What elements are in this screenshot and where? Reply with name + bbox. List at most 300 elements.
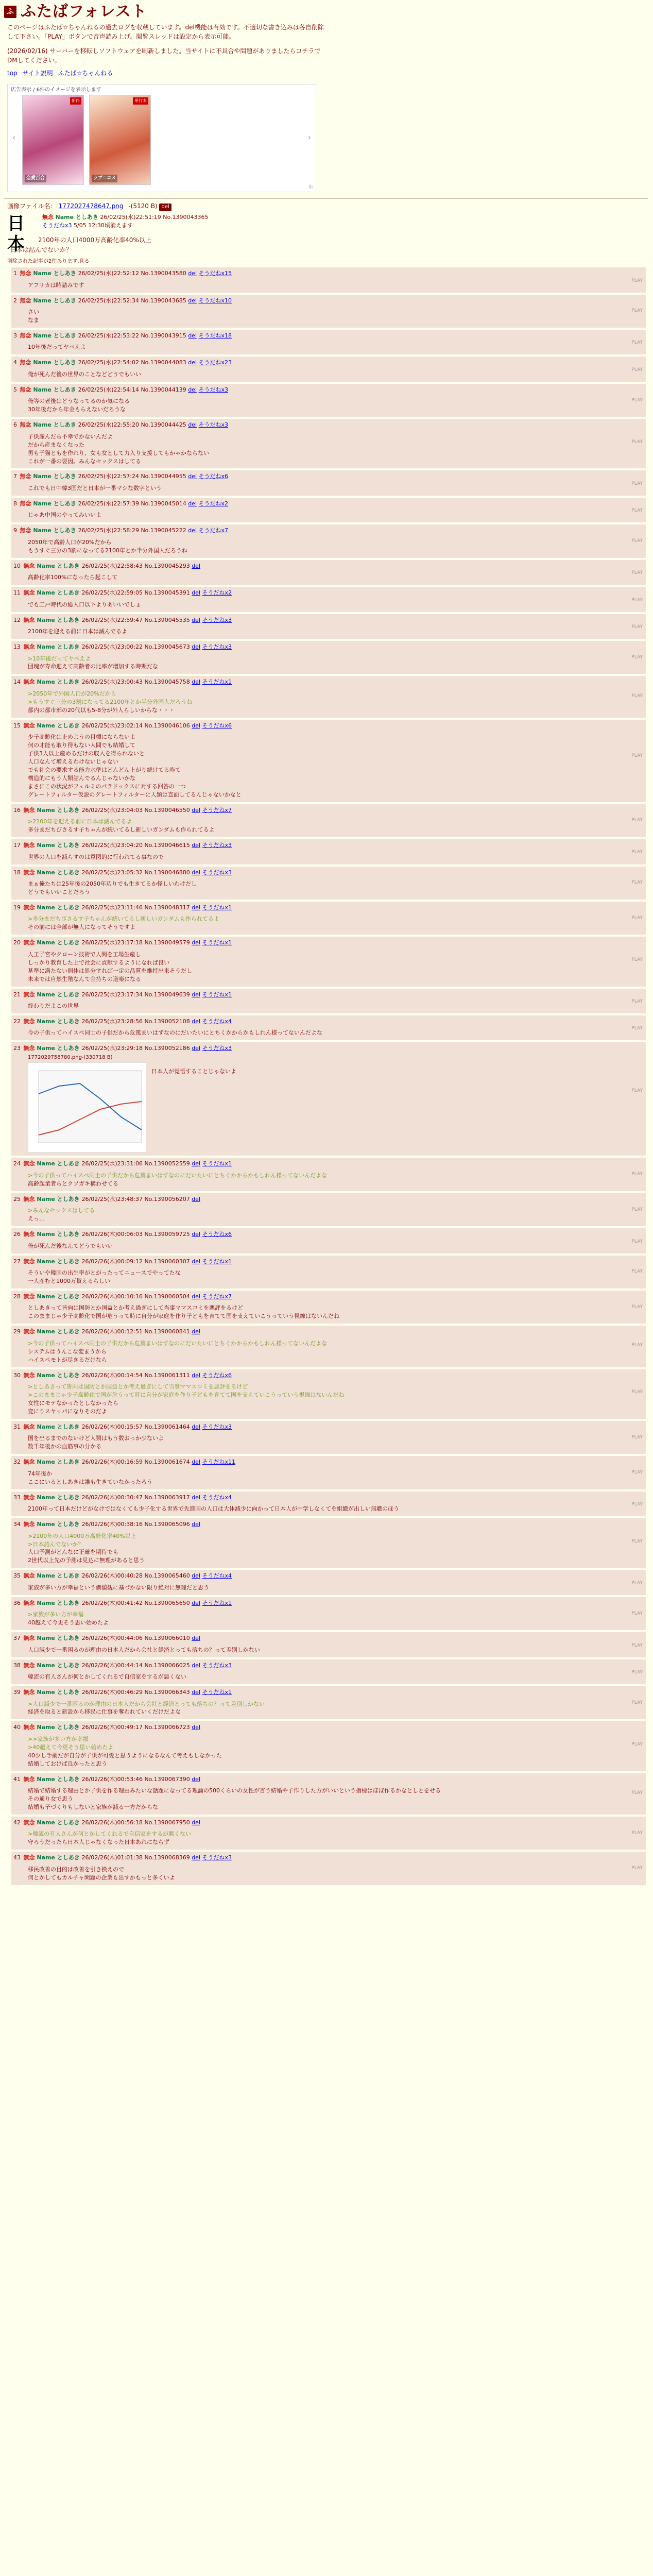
- reply-text-line: 少子高齢化は止めようの目標にならないよ: [28, 734, 135, 741]
- reply-del-link[interactable]: del: [192, 1258, 201, 1265]
- reply-play-icon[interactable]: PLAY: [631, 367, 643, 372]
- reply-del-link[interactable]: del: [192, 1662, 201, 1669]
- op-file-label: 画像ファイル名：: [7, 202, 57, 210]
- reply-subject: 無念: [23, 1328, 37, 1335]
- reply-number[interactable]: No.1390066723: [144, 1724, 192, 1731]
- reply-play-icon[interactable]: PLAY: [631, 1207, 643, 1212]
- reply-text-line: どうでもいいことだろう: [28, 888, 90, 895]
- reply-header: [13, 678, 642, 687]
- reply-play-icon[interactable]: PLAY: [631, 1790, 643, 1795]
- reply-play-icon[interactable]: PLAY: [631, 654, 643, 660]
- reply-del-link[interactable]: del: [192, 1231, 201, 1238]
- reply-text: [151, 1067, 236, 1153]
- reply-sodane-link[interactable]: そうだねx6: [202, 722, 232, 729]
- reply-name: Name としあき: [37, 589, 82, 597]
- reply-text: [28, 1434, 642, 1451]
- reply-number[interactable]: No.1390046880: [144, 869, 192, 876]
- reply-number[interactable]: No.1390067950: [144, 1819, 192, 1826]
- reply-subject: 無念: [23, 904, 37, 911]
- reply-quote-line: >2100年を迎える前に日本は滅んでるよ: [28, 818, 132, 825]
- reply-header: [13, 1688, 642, 1697]
- reply-datetime: 26/02/25(水)23:05:32: [81, 869, 145, 876]
- reply-name: Name としあき: [37, 904, 82, 911]
- reply-index: 10: [13, 562, 23, 569]
- reply-subject: 無念: [20, 297, 33, 304]
- reply-del-link[interactable]: del: [192, 991, 201, 998]
- reply-number[interactable]: No.1390061464: [144, 1423, 192, 1430]
- reply-number[interactable]: No.1390056207: [144, 1195, 192, 1202]
- ad-cover-2-label: ラブ♡コメ: [92, 175, 117, 182]
- op-sodane-link[interactable]: そうだねx3: [42, 222, 72, 229]
- reply-text: [28, 1830, 642, 1846]
- reply-header: [13, 589, 642, 598]
- reply-post: [11, 839, 646, 864]
- reply-text-line: 子供産んだら不幸でかないんだよ: [28, 433, 113, 440]
- reply-number[interactable]: No.1390061311: [144, 1371, 192, 1379]
- reply-del-link[interactable]: del: [192, 1293, 201, 1300]
- reply-number[interactable]: No.1390045391: [144, 589, 192, 597]
- reply-text-line: 一人産むと1000万貰えるらしい: [28, 1278, 110, 1285]
- reply-index: 13: [13, 643, 23, 651]
- reply-del-link[interactable]: del: [192, 1045, 201, 1052]
- reply-datetime: 26/02/25(水)22:58:43: [81, 562, 145, 569]
- reply-sodane-link[interactable]: そうだねx2: [198, 500, 229, 507]
- reply-subject: 無念: [23, 1231, 37, 1238]
- reply-text-line: 俺が死んだ後の世界のことなどどうでもいい: [28, 370, 141, 378]
- reply-number[interactable]: No.1390061674: [144, 1459, 192, 1466]
- reply-subject: 無念: [23, 1662, 37, 1669]
- reply-number[interactable]: No.1390044425: [141, 421, 188, 429]
- reply-play-icon[interactable]: PLAY: [631, 597, 643, 603]
- nav-links: [7, 69, 649, 78]
- reply-number[interactable]: No.1390046615: [144, 842, 192, 849]
- reply-name: Name としあき: [37, 1160, 82, 1167]
- reply-sodane-link[interactable]: そうだねx7: [202, 1293, 232, 1300]
- reply-header: [13, 722, 642, 731]
- reply-text-line: その前には全部が無人になってそうですよ: [28, 924, 135, 931]
- reply-play-icon[interactable]: PLAY: [631, 624, 643, 630]
- reply-number[interactable]: No.1390060841: [144, 1328, 192, 1335]
- reply-del-link[interactable]: del: [188, 297, 197, 304]
- reply-subject: 無念: [23, 1459, 37, 1466]
- reply-del-link[interactable]: del: [188, 332, 197, 339]
- reply-play-icon[interactable]: PLAY: [631, 1434, 643, 1440]
- reply-play-icon[interactable]: PLAY: [631, 308, 643, 314]
- reply-del-link[interactable]: del: [192, 562, 201, 569]
- reply-text-line: 2050年で高齢人口が20%だから: [28, 538, 112, 546]
- reply-number[interactable]: No.1390043580: [141, 270, 188, 277]
- reply-number[interactable]: No.1390065096: [144, 1521, 192, 1528]
- reply-sodane-link[interactable]: そうだねx6: [198, 473, 229, 480]
- reply-quote-line: >としあきって皆向は国防とか国益とか考え過ぎにして当事ママスコミを悪評をるけど: [28, 1383, 248, 1391]
- reply-sodane-link[interactable]: そうだねx3: [202, 1662, 232, 1669]
- reply-del-link[interactable]: del: [192, 679, 201, 686]
- reply-text-line: 日本人が覚悟することじゃないよ: [151, 1068, 236, 1075]
- reply-sodane-link[interactable]: そうだねx3: [198, 421, 229, 429]
- reply-text: [28, 1269, 642, 1285]
- reply-header: [13, 500, 642, 509]
- reply-header: [13, 1775, 642, 1784]
- reply-sodane-link[interactable]: そうだねx7: [198, 527, 229, 534]
- ad-cover-2[interactable]: [89, 95, 151, 185]
- reply-sodane-link[interactable]: そうだねx3: [202, 869, 232, 876]
- reply-play-icon[interactable]: PLAY: [631, 1741, 643, 1747]
- reply-name: Name としあき: [37, 1328, 82, 1335]
- reply-del-link[interactable]: del: [192, 1160, 201, 1167]
- reply-datetime: 26/02/26(木)01:01:38: [81, 1854, 145, 1861]
- reply-text: [28, 343, 642, 351]
- reply-text-line: 都内の都市部の20代以も5-8分が外人らしいからな・・・: [28, 706, 175, 714]
- op-thumbnail[interactable]: 日本: [7, 213, 25, 255]
- reply-datetime: 26/02/26(木)00:40:28: [81, 1572, 145, 1580]
- reply-number[interactable]: No.1390067390: [144, 1775, 192, 1783]
- reply-play-icon[interactable]: PLAY: [631, 538, 643, 544]
- deleted-notice[interactable]: 削除された記事が2件あります.見る: [7, 258, 90, 264]
- reply-play-icon[interactable]: PLAY: [631, 693, 643, 699]
- reply-sodane-link[interactable]: そうだねx6: [202, 1371, 232, 1379]
- reply-text: [28, 1646, 642, 1654]
- reply-del-link[interactable]: del: [192, 1195, 201, 1202]
- reply-post: [11, 357, 646, 381]
- reply-datetime: 26/02/25(水)23:02:14: [81, 722, 145, 729]
- reply-play-icon[interactable]: PLAY: [631, 818, 643, 823]
- reply-play-icon[interactable]: PLAY: [631, 570, 643, 576]
- reply-number[interactable]: No.1390044139: [141, 386, 188, 393]
- reply-subject: 無念: [20, 527, 33, 534]
- reply-post: [11, 902, 646, 935]
- reply-play-icon[interactable]: PLAY: [631, 957, 643, 962]
- reply-subject: 無念: [23, 842, 37, 849]
- reply-del-link[interactable]: del: [192, 1572, 201, 1580]
- reply-number[interactable]: No.1390060307: [144, 1258, 192, 1265]
- reply-sodane-link[interactable]: そうだねx3: [202, 1854, 232, 1861]
- reply-play-icon[interactable]: PLAY: [631, 439, 643, 445]
- reply-play-icon[interactable]: PLAY: [631, 1669, 643, 1675]
- reply-del-link[interactable]: del: [192, 1819, 201, 1826]
- reply-header: [13, 991, 642, 999]
- reply-number[interactable]: No.1390048317: [144, 904, 192, 911]
- reply-play-icon[interactable]: PLAY: [631, 1389, 643, 1395]
- reply-play-icon[interactable]: PLAY: [631, 1088, 643, 1094]
- reply-sodane-link[interactable]: そうだねx3: [198, 386, 229, 393]
- reply-number[interactable]: No.1390045535: [144, 616, 192, 623]
- reply-del-link[interactable]: del: [192, 722, 201, 729]
- reply-text-line: その通り女で思う: [28, 1795, 73, 1803]
- reply-datetime: 26/02/26(木)00:44:14: [81, 1662, 145, 1669]
- reply-del-link[interactable]: del: [192, 869, 201, 876]
- reply-sodane-link[interactable]: そうだねx2: [202, 589, 232, 597]
- reply-name: Name としあき: [37, 1662, 82, 1669]
- reply-text: [28, 1673, 642, 1681]
- reply-text-line: 人口なんて増えるわけないじゃない: [28, 758, 118, 766]
- reply-text: [28, 484, 642, 493]
- reply-del-link[interactable]: del: [192, 1494, 201, 1501]
- reply-sodane-link[interactable]: そうだねx23: [198, 359, 232, 366]
- reply-sodane-link[interactable]: そうだねx1: [202, 991, 232, 998]
- reply-text: [28, 1787, 642, 1811]
- reply-play-icon[interactable]: PLAY: [631, 1866, 643, 1871]
- reply-del-link[interactable]: del: [188, 270, 197, 277]
- reply-text: [28, 397, 642, 414]
- reply-play-icon[interactable]: PLAY: [631, 1343, 643, 1348]
- reply-sodane-link[interactable]: そうだねx4: [202, 1572, 232, 1580]
- reply-number[interactable]: No.1390065460: [144, 1572, 192, 1580]
- reply-play-icon[interactable]: PLAY: [631, 880, 643, 886]
- reply-number[interactable]: No.1390043685: [141, 297, 188, 304]
- reply-del-link[interactable]: del: [192, 616, 201, 623]
- reply-post: [11, 1228, 646, 1253]
- reply-number[interactable]: No.1390059725: [144, 1231, 192, 1238]
- reply-sodane-link[interactable]: そうだねx4: [202, 1018, 232, 1025]
- reply-del-link[interactable]: del: [192, 1423, 201, 1430]
- reply-number[interactable]: No.1390045293: [144, 562, 192, 569]
- nav-futaba-link[interactable]: ふたば☆ちゃんねる: [58, 70, 113, 77]
- reply-play-icon[interactable]: PLAY: [631, 1642, 643, 1648]
- nav-sitemap-link[interactable]: サイト説明: [22, 70, 53, 77]
- reply-number[interactable]: No.1390066010: [144, 1635, 192, 1642]
- reply-play-icon[interactable]: PLAY: [631, 278, 643, 283]
- reply-datetime: 26/02/25(水)23:29:18: [81, 1045, 145, 1052]
- reply-text-line: 30年後だから年金もらえないだろうな: [28, 406, 126, 413]
- reply-del-link[interactable]: del: [192, 1599, 201, 1606]
- reply-index: 20: [13, 939, 23, 946]
- ad-cover-1[interactable]: [22, 95, 84, 185]
- reply-number[interactable]: No.1390046550: [144, 806, 192, 814]
- reply-play-icon[interactable]: PLAY: [631, 915, 643, 921]
- reply-text-line: なま: [28, 317, 39, 324]
- reply-index: 11: [13, 589, 23, 597]
- reply-del-link[interactable]: del: [192, 806, 201, 814]
- reply-number[interactable]: No.1390065650: [144, 1599, 192, 1606]
- reply-datetime: 26/02/25(水)23:04:03: [81, 806, 145, 814]
- reply-sodane-link[interactable]: そうだねx1: [202, 1258, 232, 1265]
- reply-del-link[interactable]: del: [192, 1521, 201, 1528]
- reply-number[interactable]: No.1390045758: [144, 679, 192, 686]
- reply-datetime: 26/02/25(水)23:11:46: [81, 904, 145, 911]
- reply-play-icon[interactable]: PLAY: [631, 1172, 643, 1177]
- reply-post: [11, 1632, 646, 1657]
- reply-text: [28, 1002, 642, 1010]
- reply-file-link[interactable]: 1772029758780.png-(330718 B): [28, 1054, 113, 1060]
- reply-text: [28, 1866, 642, 1882]
- reply-sodane-link[interactable]: そうだねx1: [202, 1599, 232, 1606]
- reply-post: [11, 1773, 646, 1815]
- ad-next-icon[interactable]: ›: [307, 132, 312, 143]
- reply-subject: 無念: [23, 1494, 37, 1501]
- reply-datetime: 26/02/25(水)22:55:20: [78, 421, 141, 429]
- reply-sodane-link[interactable]: そうだねx10: [198, 297, 232, 304]
- reply-number[interactable]: No.1390045014: [141, 500, 188, 507]
- reply-name: Name としあき: [37, 1854, 82, 1861]
- reply-name: Name としあき: [37, 616, 82, 623]
- reply-play-icon[interactable]: PLAY: [631, 753, 643, 758]
- reply-number[interactable]: No.1390049639: [144, 991, 192, 998]
- reply-post: [11, 1291, 646, 1324]
- reply-number[interactable]: No.1390044083: [141, 359, 188, 366]
- reply-del-link[interactable]: del: [192, 1775, 201, 1783]
- reply-sodane-link[interactable]: そうだねx3: [202, 643, 232, 651]
- reply-text-line: 男も子猫ともを作れり、女も女として力入り支援してもかゃかならない: [28, 449, 209, 456]
- reply-number[interactable]: No.1390063917: [144, 1494, 192, 1501]
- reply-text-line: 何の才能も取り得もない人間でも結婚して: [28, 742, 135, 749]
- reply-subject: 無念: [23, 1293, 37, 1300]
- reply-del-link[interactable]: del: [192, 904, 201, 911]
- reply-index: 2: [13, 297, 19, 304]
- reply-index: 6: [13, 421, 19, 429]
- reply-del-link[interactable]: del: [192, 842, 201, 849]
- site-title[interactable]: ふたばフォレスト: [21, 3, 147, 21]
- reply-text: [28, 1383, 642, 1416]
- reply-play-icon[interactable]: PLAY: [631, 1580, 643, 1586]
- reply-header: [13, 1371, 642, 1380]
- reply-sodane-link[interactable]: そうだねx6: [202, 1231, 232, 1238]
- reply-index: 23: [13, 1045, 23, 1052]
- reply-text-line: 世界の人口を減らすのは意図的に行われてる事なので: [28, 853, 164, 860]
- reply-index: 28: [13, 1293, 23, 1300]
- reply-name: Name としあき: [37, 1819, 82, 1826]
- reply-text-line: 団塊が寿命迎えて高齢者の比率が増加する時期だな: [28, 663, 158, 670]
- reply-index: 19: [13, 904, 23, 911]
- reply-sodane-link[interactable]: そうだねx4: [202, 1494, 232, 1501]
- reply-post: [11, 1193, 646, 1226]
- reply-sodane-link[interactable]: そうだねx1: [202, 1689, 232, 1696]
- reply-header: [13, 1662, 642, 1670]
- reply-number[interactable]: No.1390043915: [141, 332, 188, 339]
- reply-number[interactable]: No.1390052559: [144, 1160, 192, 1167]
- reply-index: 29: [13, 1328, 23, 1335]
- reply-del-link[interactable]: del: [192, 1459, 201, 1466]
- reply-play-icon[interactable]: PLAY: [631, 1269, 643, 1275]
- reply-play-icon[interactable]: PLAY: [631, 1830, 643, 1836]
- reply-text-line: これでも日中韓3国だと日本が一番マシな数字という: [28, 484, 162, 492]
- reply-number[interactable]: No.1390060504: [144, 1293, 192, 1300]
- reply-sodane-link[interactable]: そうだねx1: [202, 939, 232, 946]
- reply-text-line: そういや韓国の出生率がとがったってニュースでやってたな: [28, 1269, 181, 1277]
- reply-play-icon[interactable]: PLAY: [631, 1502, 643, 1507]
- reply-text-line: 10年後だってヤベえよ: [28, 344, 86, 351]
- reply-sodane-link[interactable]: そうだねx1: [202, 1160, 232, 1167]
- reply-index: 16: [13, 806, 23, 814]
- reply-del-link[interactable]: del: [192, 589, 201, 597]
- reply-del-link[interactable]: del: [192, 1371, 201, 1379]
- nav-top-link[interactable]: top: [7, 70, 18, 77]
- reply-play-icon[interactable]: PLAY: [631, 850, 643, 855]
- reply-sodane-link[interactable]: そうだねx3: [202, 616, 232, 623]
- reply-header: [13, 1494, 642, 1502]
- reply-play-icon[interactable]: PLAY: [631, 508, 643, 514]
- reply-number[interactable]: No.1390052108: [144, 1018, 192, 1025]
- reply-header: [13, 562, 642, 571]
- reply-number[interactable]: No.1390045222: [141, 527, 188, 534]
- reply-play-icon[interactable]: PLAY: [631, 1239, 643, 1244]
- reply-play-icon[interactable]: PLAY: [631, 397, 643, 403]
- op-file-link[interactable]: 1772027478647.png: [58, 202, 124, 210]
- op-del-button[interactable]: del: [159, 204, 171, 211]
- ad-choices-icon[interactable]: i▷: [308, 184, 314, 190]
- reply-text-line: 基準に満たない個体は処分すれば一定の品質を維持出来そうだし: [28, 967, 192, 974]
- reply-del-link[interactable]: del: [192, 939, 201, 946]
- reply-sodane-link[interactable]: そうだねx15: [198, 270, 232, 277]
- reply-play-icon[interactable]: PLAY: [631, 481, 643, 486]
- reply-del-link[interactable]: del: [192, 1854, 201, 1861]
- reply-number[interactable]: No.1390049579: [144, 939, 192, 946]
- reply-quote-line: >日本詰んでないか？: [28, 1540, 84, 1548]
- reply-number[interactable]: No.1390068369: [144, 1854, 192, 1861]
- reply-sodane-link[interactable]: そうだねx1: [202, 679, 232, 686]
- reply-image-thumbnail[interactable]: [28, 1062, 146, 1153]
- op-info: [42, 213, 209, 234]
- reply-quote-line: >もうすぐ三分の3割になってる2100年とか半分外国人だろうね: [28, 698, 193, 705]
- reply-del-link[interactable]: del: [188, 527, 197, 534]
- reply-number[interactable]: No.1390044955: [141, 473, 188, 480]
- reply-del-link[interactable]: del: [192, 1689, 201, 1696]
- reply-del-link[interactable]: del: [188, 386, 197, 393]
- reply-del-link[interactable]: del: [188, 473, 197, 480]
- op-number[interactable]: No.1390043365: [163, 213, 209, 221]
- reply-play-icon[interactable]: PLAY: [631, 1700, 643, 1705]
- reply-header: [13, 386, 642, 395]
- reply-del-link[interactable]: del: [188, 359, 197, 366]
- reply-del-link[interactable]: del: [192, 1635, 201, 1642]
- reply-number[interactable]: No.1390066025: [144, 1662, 192, 1669]
- site-header: [4, 3, 649, 21]
- reply-datetime: 26/02/26(木)00:12:51: [81, 1328, 145, 1335]
- ad-banner[interactable]: [7, 84, 316, 192]
- reply-text: [28, 655, 642, 671]
- site-logo[interactable]: ふ: [4, 6, 16, 18]
- reply-datetime: 26/02/26(木)00:49:17: [81, 1724, 145, 1731]
- reply-number[interactable]: No.1390045673: [144, 643, 192, 651]
- reply-sodane-link[interactable]: そうだねx3: [202, 1423, 232, 1430]
- reply-play-icon[interactable]: PLAY: [631, 998, 643, 1004]
- reply-del-link[interactable]: del: [188, 421, 197, 429]
- reply-number[interactable]: No.1390052186: [144, 1045, 192, 1052]
- reply-quote-line: >多分まだちびさるす子ちゃんが続いてるし新しいガンダムも作られてるよ: [28, 916, 219, 923]
- reply-sodane-link[interactable]: そうだねx1: [202, 904, 232, 911]
- reply-play-icon[interactable]: PLAY: [631, 1538, 643, 1544]
- reply-del-link[interactable]: del: [192, 1328, 201, 1335]
- reply-number[interactable]: No.1390066343: [144, 1689, 192, 1696]
- reply-del-link[interactable]: del: [192, 1724, 201, 1731]
- reply-sodane-link[interactable]: そうだねx18: [198, 332, 232, 339]
- reply-post: [11, 384, 646, 417]
- reply-datetime: 26/02/26(木)00:10:16: [81, 1293, 145, 1300]
- reply-text-line: もうすぐ三分の3割になってる2100年とか半分外国人だろうね: [28, 547, 187, 554]
- reply-del-link[interactable]: del: [192, 1018, 201, 1025]
- reply-del-link[interactable]: del: [188, 500, 197, 507]
- op-post: [4, 202, 649, 255]
- ad-prev-icon[interactable]: ‹: [12, 132, 16, 143]
- reply-play-icon[interactable]: PLAY: [631, 1026, 643, 1031]
- reply-play-icon[interactable]: PLAY: [631, 1611, 643, 1616]
- reply-post: [11, 587, 646, 612]
- reply-index: 8: [13, 500, 19, 507]
- reply-post: [11, 1042, 646, 1156]
- reply-quote-line: >みんなセックスはしてる: [28, 1207, 95, 1214]
- reply-sodane-link[interactable]: そうだねx3: [202, 842, 232, 849]
- reply-sodane-link[interactable]: そうだねx11: [202, 1459, 236, 1466]
- reply-del-link[interactable]: del: [192, 643, 201, 651]
- reply-index: 22: [13, 1018, 23, 1025]
- reply-play-icon[interactable]: PLAY: [631, 1304, 643, 1310]
- reply-play-icon[interactable]: PLAY: [631, 340, 643, 346]
- reply-number[interactable]: No.1390046106: [144, 722, 192, 729]
- reply-subject: 無念: [23, 1689, 37, 1696]
- reply-sodane-link[interactable]: そうだねx3: [202, 1045, 232, 1052]
- reply-play-icon[interactable]: PLAY: [631, 1470, 643, 1476]
- reply-text-line: 人口予測がどんなに正確を期待でも: [28, 1549, 118, 1556]
- reply-sodane-link[interactable]: そうだねx7: [202, 806, 232, 814]
